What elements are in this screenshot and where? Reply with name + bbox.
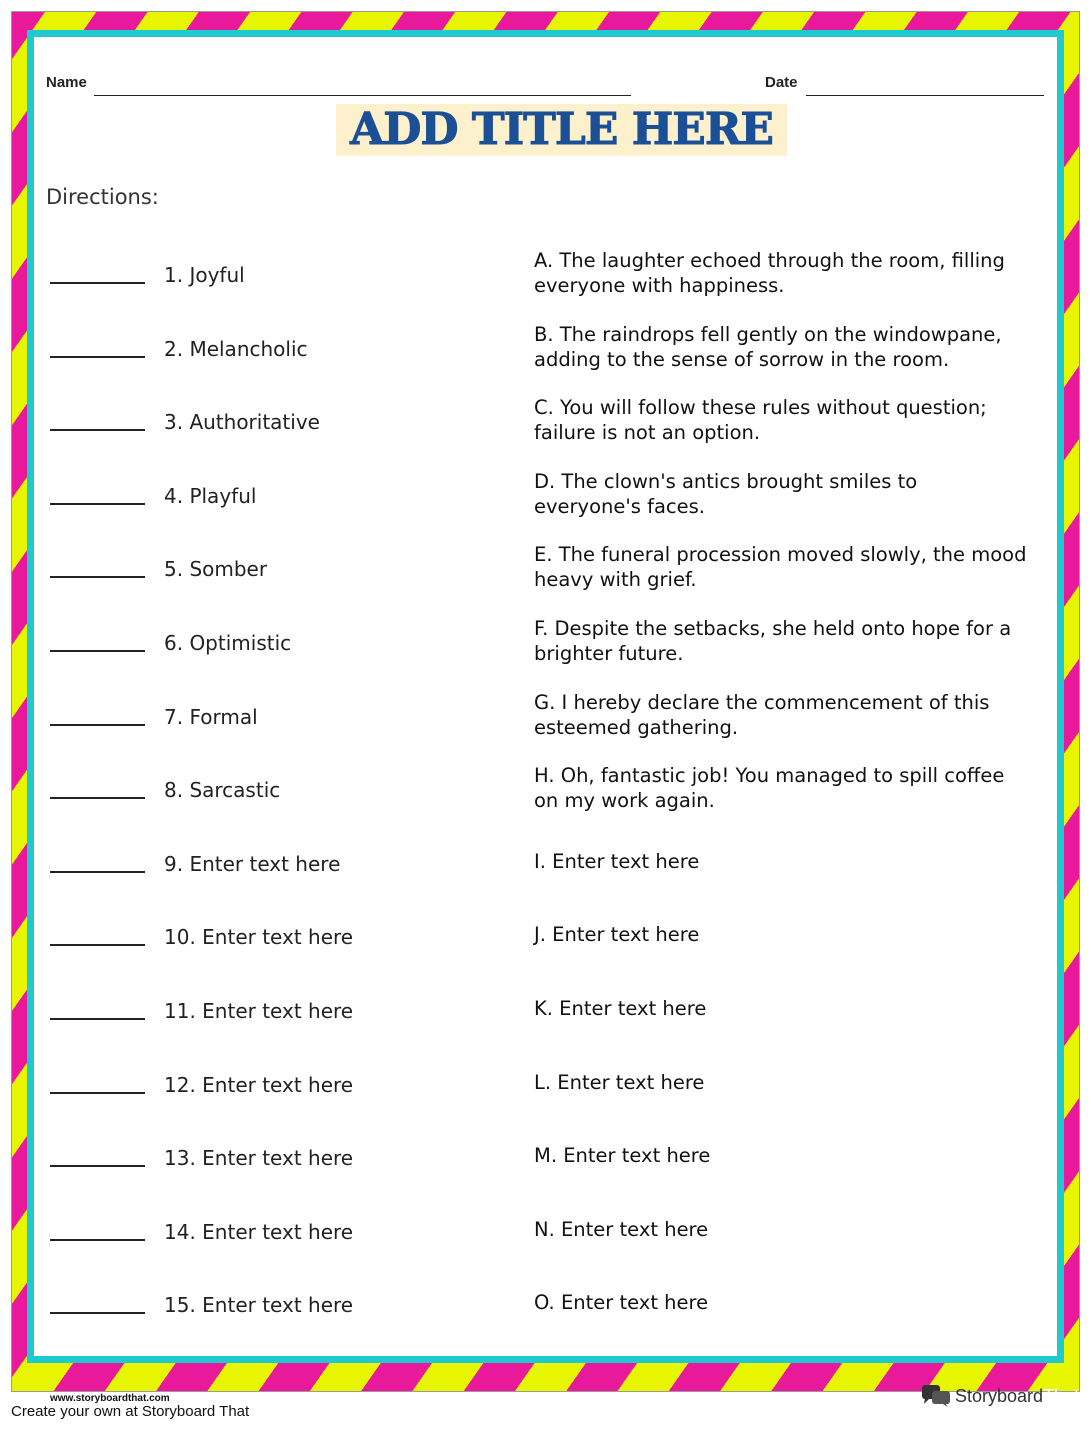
definition-text[interactable]: C. You will follow these rules without question; failure is not an option. — [534, 396, 987, 445]
term-label[interactable]: 15. Enter text here — [164, 1293, 354, 1318]
term-label[interactable]: 13. Enter text here — [164, 1146, 354, 1171]
definition-text[interactable]: J. Enter text here — [534, 923, 700, 947]
match-row — [34, 682, 1057, 742]
name-label: Name — [46, 74, 87, 91]
definition-text[interactable]: N. Enter text here — [534, 1217, 709, 1241]
match-row — [34, 829, 1057, 889]
definition-text[interactable]: L. Enter text here — [534, 1070, 705, 1094]
answer-blank[interactable] — [50, 429, 145, 431]
term-label[interactable]: 10. Enter text here — [164, 925, 354, 950]
footer-url: www.storyboardthat.com — [50, 1393, 170, 1404]
answer-blank[interactable] — [50, 503, 145, 505]
term-label[interactable]: 8. Sarcastic — [164, 778, 281, 803]
match-row — [34, 755, 1057, 815]
name-line[interactable] — [94, 95, 631, 96]
answer-blank[interactable] — [50, 1018, 145, 1020]
term-label[interactable]: 6. Optimistic — [164, 631, 292, 655]
term-label[interactable]: 14. Enter text here — [164, 1219, 354, 1244]
match-row — [34, 534, 1057, 594]
match-row — [34, 387, 1057, 447]
answer-blank[interactable] — [50, 282, 145, 284]
create-caption[interactable]: Create your own at Storyboard That — [11, 1403, 250, 1420]
match-row — [34, 461, 1057, 521]
definition-text[interactable]: O. Enter text here — [534, 1291, 709, 1315]
term-label[interactable]: 9. Enter text here — [164, 851, 341, 876]
date-label: Date — [765, 74, 798, 91]
term-label[interactable]: 7. Formal — [164, 704, 258, 729]
answer-blank[interactable] — [50, 724, 145, 726]
match-row — [34, 1270, 1057, 1330]
term-label[interactable]: 2. Melancholic — [164, 336, 308, 361]
definition-text[interactable]: A. The laughter echoed through the room, filling everyone with happiness. — [534, 249, 1005, 297]
date-line[interactable] — [806, 95, 1044, 96]
title-highlight — [336, 104, 787, 156]
match-row — [34, 1050, 1057, 1110]
definition-text[interactable]: I. Enter text here — [534, 849, 700, 873]
term-label[interactable]: 5. Somber — [164, 557, 268, 582]
brand-logo — [921, 1383, 1079, 1409]
definition-text[interactable]: G. I hereby declare the commencement of this esteemed gathering. — [534, 690, 990, 739]
definition-text[interactable]: E. The funeral procession moved slowly, the mood heavy with grief. — [534, 543, 1027, 592]
match-row — [34, 1197, 1057, 1257]
answer-blank[interactable] — [50, 576, 145, 578]
term-label[interactable]: 4. Playful — [164, 483, 257, 508]
definition-text[interactable]: H. Oh, fantastic job! You managed to spill coffee on my work again. — [534, 764, 1005, 813]
brand-name-storyboard: Storyboard — [955, 1385, 1044, 1406]
term-label[interactable]: 3. Authoritative — [164, 410, 320, 435]
definition-text[interactable]: K. Enter text here — [534, 997, 707, 1020]
directions-label[interactable]: Directions: — [46, 185, 159, 209]
term-label[interactable]: 1. Joyful — [164, 263, 245, 287]
answer-blank[interactable] — [50, 797, 145, 799]
match-row — [34, 976, 1057, 1036]
answer-blank[interactable] — [50, 650, 145, 652]
brand-name-that: That — [1043, 1385, 1080, 1406]
answer-blank[interactable] — [50, 356, 145, 358]
answer-blank[interactable] — [50, 1239, 145, 1241]
worksheet-sheet — [27, 30, 1080, 1406]
answer-blank[interactable] — [50, 1165, 145, 1167]
definition-text[interactable]: B. The raindrops fell gently on the windowpane, adding to the sense of sorrow in the room. — [534, 322, 1002, 371]
speech-bubbles-logo-icon — [921, 1384, 951, 1408]
match-row — [34, 240, 1057, 300]
page-title[interactable]: ADD TITLE HERE — [350, 104, 773, 155]
answer-blank[interactable] — [50, 1092, 145, 1094]
match-row — [34, 314, 1057, 374]
match-row — [34, 902, 1057, 962]
match-row — [34, 1123, 1057, 1183]
answer-blank[interactable] — [50, 944, 145, 946]
term-label[interactable]: 12. Enter text here — [164, 1072, 354, 1097]
answer-blank[interactable] — [50, 1312, 145, 1314]
definition-text[interactable]: M. Enter text here — [534, 1144, 711, 1168]
answer-blank[interactable] — [50, 871, 145, 873]
definition-text[interactable]: F. Despite the setbacks, she held onto hope for a brighter future. — [534, 617, 1012, 665]
definition-text[interactable]: D. The clown's antics brought smiles to everyone's faces. — [534, 469, 918, 518]
worksheet-frame — [11, 11, 1080, 1406]
term-label[interactable]: 11. Enter text here — [164, 999, 354, 1023]
match-row — [34, 608, 1057, 668]
